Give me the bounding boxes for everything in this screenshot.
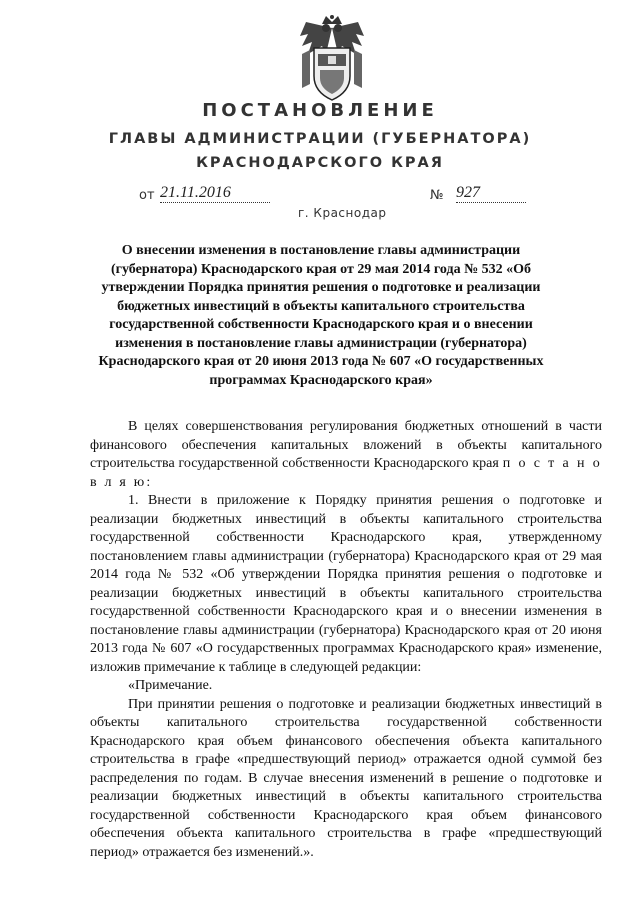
date-label: от [139,188,155,203]
document-title: О внесении изменения в постановление главы администрации (губернатора) Краснодарского края от 29 мая 2014 года № 532 «Об утверждении Порядка принятия решения о подготовке и реализации бюджетных инвестиций в объекты капитального строительства государственной собственности Краснодарского края и о внесении изменения в постановление главы администрации (губернатора) Краснодарского края от 20 июня 2013 года № 607 «О государственных программах Краснодарского края» [98,243,544,388]
issuer-heading: ГЛАВЫ АДМИНИСТРАЦИИ (ГУБЕРНАТОРА) [108,131,532,147]
note-label: «Примечание. [128,678,213,693]
number-label: № [430,188,444,203]
intro-paragraph [90,418,602,492]
intro-text: В целях совершенствования регулирования бюджетных отношений в части финансового обеспечения капитальных вложений в объекты капитального строительства государственной собственности Краснодарского края [90,419,602,471]
decree-word: п о с т а н о в л я ю: [90,456,602,490]
item-1-paragraph: 1. Внести в приложение к Порядку принятия решения о подготовке и реализации бюджетных инвестиций в объекты капитального строительства государственной собственности Краснодарского края, утвержденному постановлением главы администрации (губернатора) Краснодарского края от 29 мая 2014 года № 532 «Об утверждении Порядка принятия решения о подготовке и реализации бюджетных инвестиций в объекты капитального строительства государственной собственности Краснодарского края и о внесении изменения в постановление главы администрации (губернатора) Краснодарского края от 20 июня 2013 года № 607 «О государственных программах Краснодарского края» изменение, изложив примечание к таблице в следующей редакции: [90,493,602,675]
city-label: г. Краснодар [298,206,387,220]
number-value: 927 [456,184,526,203]
document-type-heading: ПОСТАНОВЛЕНИЕ [202,100,438,121]
date-value: 21.11.2016 [160,184,270,203]
document-body [90,418,602,862]
region-heading: КРАСНОДАРСКОГО КРАЯ [196,155,444,171]
coat-of-arms-emblem [296,14,368,104]
note-paragraph: При принятии решения о подготовке и реализации бюджетных инвестиций в объекты капитального строительства государственной собственности Краснодарского края объем финансового обеспечения объекта капитального строительства в графе «предшествующий период» отражается одной суммой без распределения по годам. В случае внесения изменений в решение о подготовке и реализации бюджетных инвестиций в объекты капитального строительства государственной собственности Краснодарского края объем финансового обеспечения объекта капитального строительства в графе «предшествующий период» отражается без изменений.». [90,696,602,860]
